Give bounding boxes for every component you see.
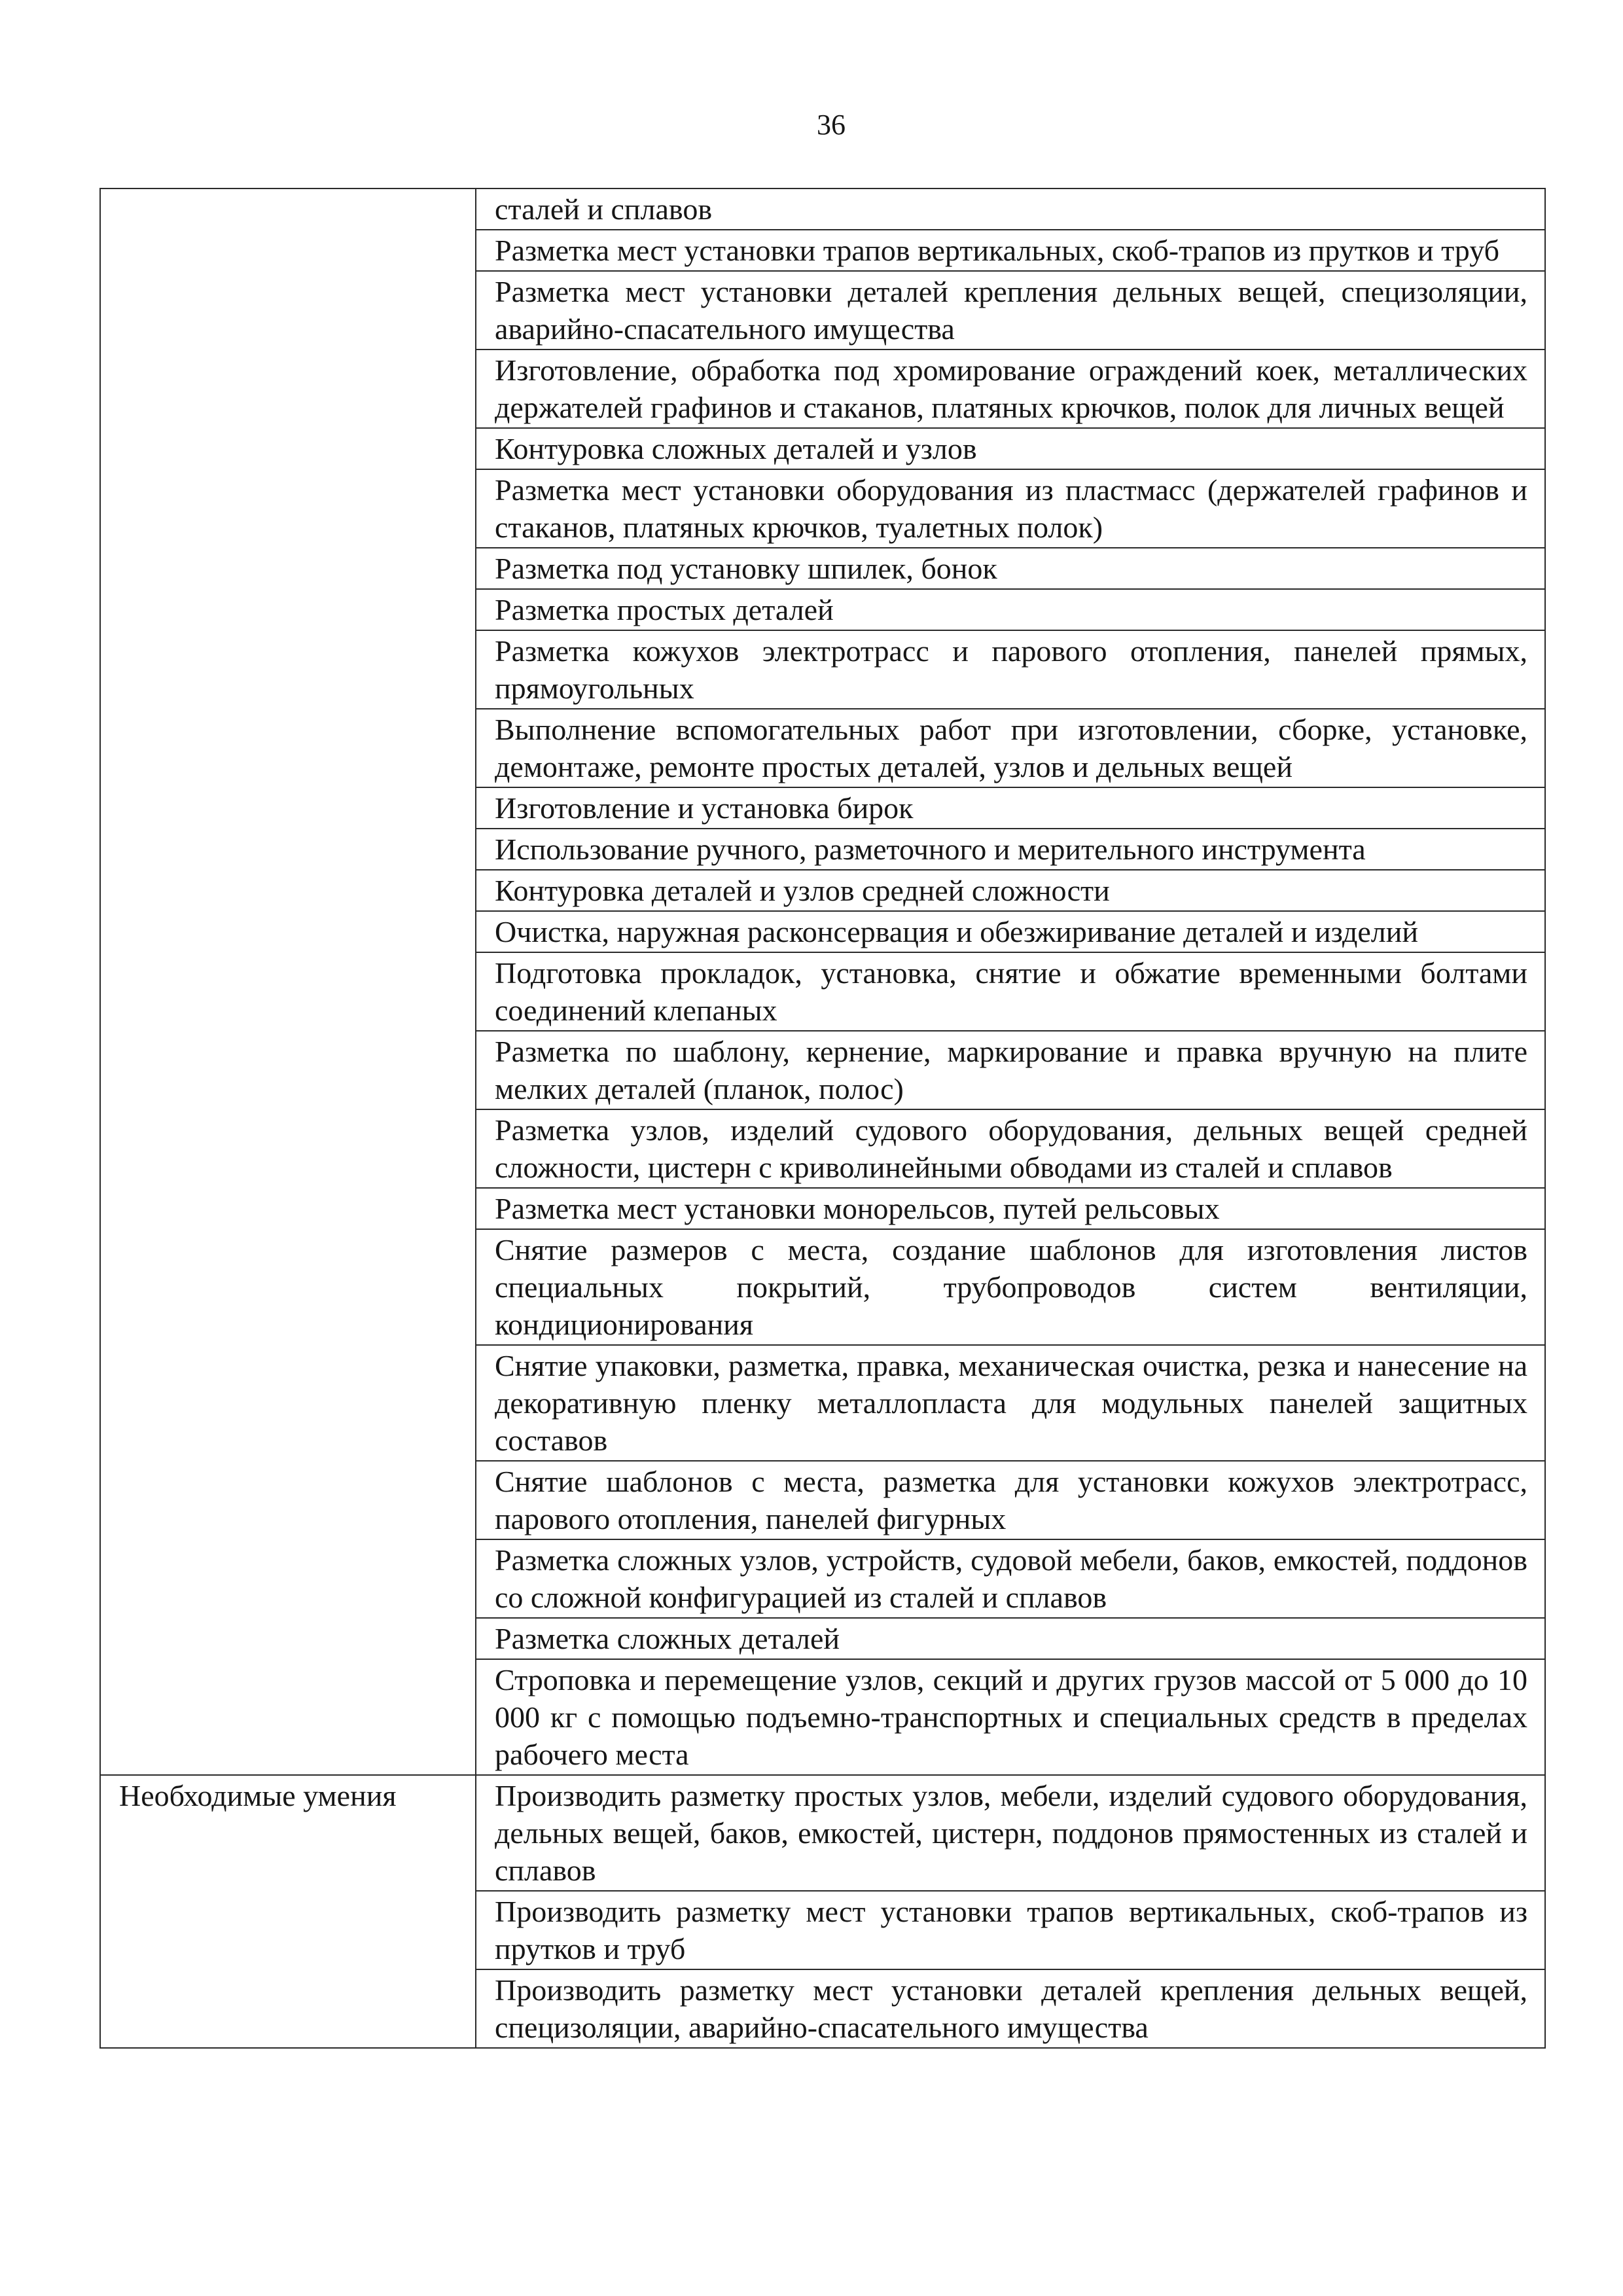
table-cell: сталей и сплавов [476, 188, 1545, 230]
table-cell: Разметка узлов, изделий судового оборудования, дельных вещей средней сложности, цистерн с криволинейными обводами из сталей и сплавов [476, 1109, 1545, 1188]
table-cell: Использование ручного, разметочного и мерительного инструмента [476, 829, 1545, 870]
table-cell: Разметка под установку шпилек, бонок [476, 548, 1545, 589]
table-cell: Разметка сложных узлов, устройств, судовой мебели, баков, емкостей, поддонов со сложной конфигурацией из сталей и сплавов [476, 1539, 1545, 1618]
table-cell: Разметка мест установки оборудования из пластмасс (держателей графинов и стаканов, платяных крючков, туалетных полок) [476, 469, 1545, 548]
table-cell: Разметка простых деталей [476, 589, 1545, 630]
table-cell: Производить разметку простых узлов, мебели, изделий судового оборудования, дельных вещей, баков, емкостей, цистерн, поддонов прямостенных из сталей и сплавов [476, 1775, 1545, 1891]
table-cell: Разметка мест установки деталей крепления дельных вещей, специзоляции, аварийно-спасательного имущества [476, 271, 1545, 350]
section-label-skills: Необходимые умения [100, 1775, 476, 2048]
requirements-table [99, 188, 1546, 2049]
table-cell: Подготовка прокладок, установка, снятие и обжатие временными болтами соединений клепаных [476, 952, 1545, 1031]
table-cell: Разметка кожухов электротрасс и парового отопления, панелей прямых, прямоугольных [476, 630, 1545, 709]
table-cell: Снятие шаблонов с места, разметка для установки кожухов электротрасс, парового отопления, панелей фигурных [476, 1461, 1545, 1539]
section-label-cell-continued [100, 188, 476, 1775]
table-cell: Разметка по шаблону, кернение, маркирование и правка вручную на плите мелких деталей (планок, полос) [476, 1031, 1545, 1109]
table-cell: Снятие упаковки, разметка, правка, механическая очистка, резка и нанесение на декоративную пленку металлопласта для модульных панелей защитных составов [476, 1345, 1545, 1461]
table-cell: Разметка мест установки монорельсов, путей рельсовых [476, 1188, 1545, 1229]
table-cell: Снятие размеров с места, создание шаблонов для изготовления листов специальных покрытий, трубопроводов систем вентиляции, кондиционирования [476, 1229, 1545, 1345]
table-cell: Разметка мест установки трапов вертикальных, скоб-трапов из прутков и труб [476, 230, 1545, 271]
table-row [100, 1775, 1545, 1891]
table-row [100, 188, 1545, 230]
table-cell: Производить разметку мест установки деталей крепления дельных вещей, специзоляции, аварийно-спасательного имущества [476, 1969, 1545, 2048]
table-cell: Изготовление, обработка под хромирование ограждений коек, металлических держателей графинов и стаканов, платяных крючков, полок для личных вещей [476, 350, 1545, 428]
table-cell: Очистка, наружная расконсервация и обезжиривание деталей и изделий [476, 911, 1545, 952]
table-cell: Строповка и перемещение узлов, секций и других грузов массой от 5 000 до 10 000 кг с помощью подъемно-транспортных и специальных средств в пределах рабочего места [476, 1659, 1545, 1775]
table-cell: Производить разметку мест установки трапов вертикальных, скоб-трапов из прутков и труб [476, 1891, 1545, 1969]
table-cell: Выполнение вспомогательных работ при изготовлении, сборке, установке, демонтаже, ремонте простых деталей, узлов и дельных вещей [476, 709, 1545, 787]
page-number: 36 [817, 109, 846, 141]
table-cell: Разметка сложных деталей [476, 1618, 1545, 1659]
table-cell: Контуровка деталей и узлов средней сложности [476, 870, 1545, 911]
table-cell: Изготовление и установка бирок [476, 787, 1545, 829]
table-cell: Контуровка сложных деталей и узлов [476, 428, 1545, 469]
